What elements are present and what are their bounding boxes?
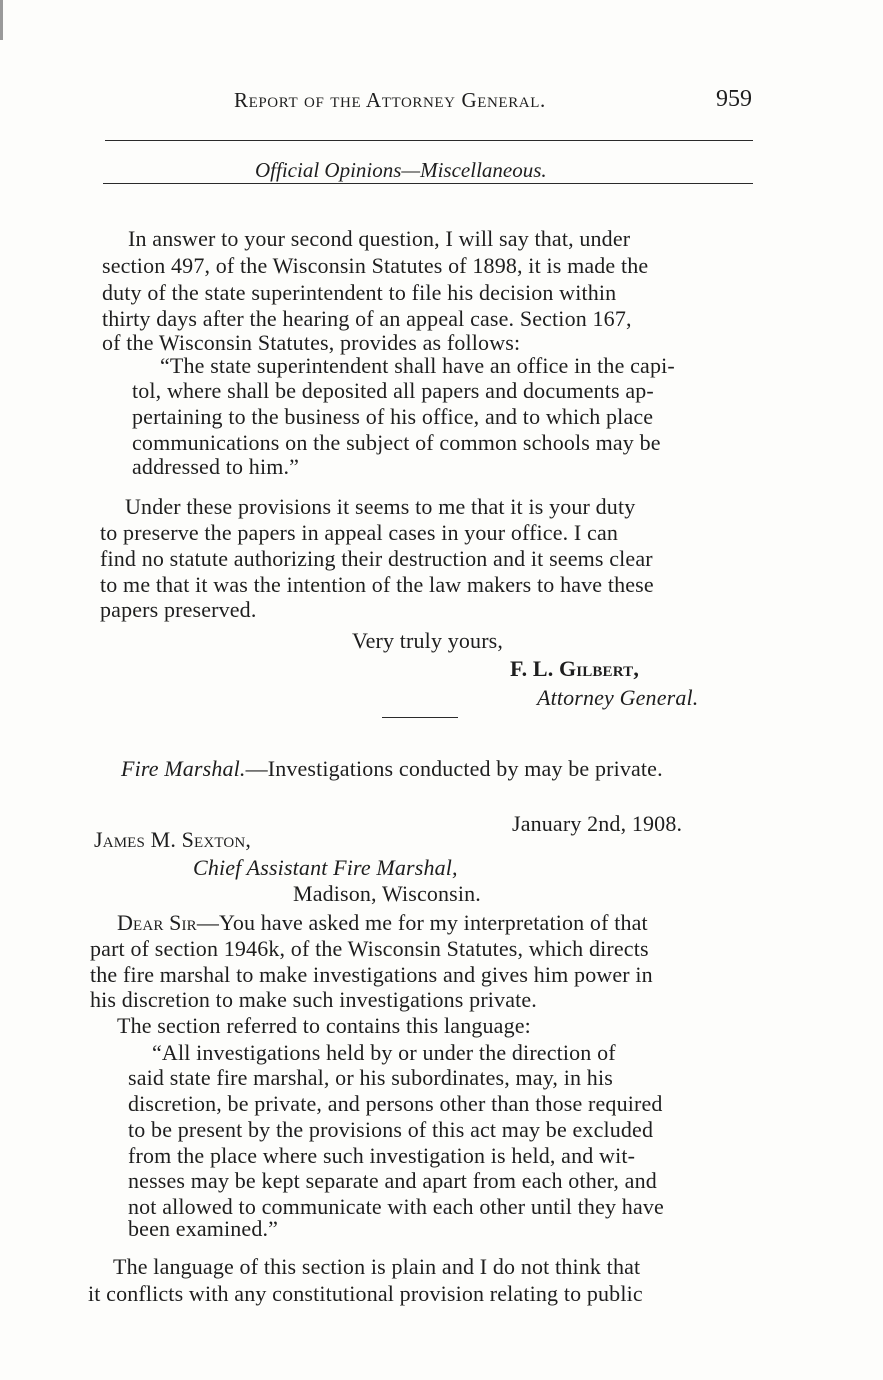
text-line: the fire marshal to make investigations and gives him power in — [90, 962, 653, 987]
header-rule-top — [105, 140, 753, 141]
addressee-title: Chief Assistant Fire Marshal, — [193, 855, 458, 880]
header-rule-bottom — [103, 183, 753, 184]
opinion-topic — [121, 756, 663, 782]
text-line: his discretion to make such investigations private. — [90, 987, 537, 1012]
quote-line: pertaining to the business of his office, and to which place — [132, 404, 654, 429]
quote-line: not allowed to communicate with each other until they have — [128, 1194, 664, 1219]
addressee-place: Madison, Wisconsin. — [293, 881, 481, 906]
page-number: 959 — [716, 86, 752, 112]
text-line: find no statute authorizing their destruction and it seems clear — [100, 546, 653, 571]
page-edge-mark — [0, 0, 3, 40]
text-line: papers preserved. — [100, 597, 257, 622]
signature-title: Attorney General. — [537, 685, 699, 710]
topic-label: Fire Marshal. — [121, 756, 246, 781]
quote-line: to be present by the provisions of this act may be excluded — [128, 1117, 654, 1142]
running-header-title: Report of the Attorney General. — [234, 88, 546, 112]
text-line: of the Wisconsin Statutes, provides as follows: — [102, 330, 521, 355]
text-line: part of section 1946k, of the Wisconsin Statutes, which directs — [90, 936, 649, 961]
quote-line: said state fire marshal, or his subordinates, may, in his — [128, 1065, 613, 1090]
quote-line: communications on the subject of common schools may be — [132, 430, 661, 455]
text-line: The language of this section is plain and I do not think that — [113, 1254, 641, 1279]
text-line: duty of the state superintendent to file his decision within — [102, 280, 617, 305]
letter-date: January 2nd, 1908. — [512, 811, 683, 836]
signature-name: F. L. Gilbert, — [510, 656, 639, 681]
body-text: —You have asked me for my interpretation of that — [196, 910, 648, 935]
text-line: The section referred to contains this language: — [117, 1013, 531, 1038]
quote-line: “The state superintendent shall have an office in the capi- — [160, 353, 675, 378]
text-line: thirty days after the hearing of an appeal case. Section 167, — [102, 306, 632, 331]
addressee-name: James M. Sexton, — [94, 827, 251, 852]
topic-description: —Investigations conducted by may be private. — [245, 756, 663, 781]
quote-line: nesses may be kept separate and apart from each other, and — [128, 1168, 657, 1193]
section-title: Official Opinions—Miscellaneous. — [255, 158, 547, 182]
text-line: it conflicts with any constitutional provision relating to public — [88, 1281, 643, 1306]
quote-line: tol, where shall be deposited all papers and documents ap- — [132, 378, 654, 403]
text-line: In answer to your second question, I will say that, under — [128, 226, 631, 251]
quote-line: from the place where such investigation is held, and wit- — [128, 1143, 636, 1168]
text-line: to preserve the papers in appeal cases in your office. I can — [100, 520, 619, 545]
separator-rule — [382, 717, 458, 718]
text-line: section 497, of the Wisconsin Statutes of 1898, it is made the — [102, 253, 649, 278]
quote-line: discretion, be private, and persons other than those required — [128, 1091, 663, 1116]
quote-line: “All investigations held by or under the direction of — [152, 1040, 616, 1065]
salutation: Dear Sir — [117, 910, 197, 935]
closing: Very truly yours, — [352, 628, 504, 653]
text-line: Under these provisions it seems to me that it is your duty — [125, 494, 636, 519]
letter-body-first-line — [117, 910, 648, 936]
quote-line: been examined.” — [128, 1216, 279, 1241]
quote-line: addressed to him.” — [132, 454, 300, 479]
text-line: to me that it was the intention of the law makers to have these — [100, 572, 654, 597]
